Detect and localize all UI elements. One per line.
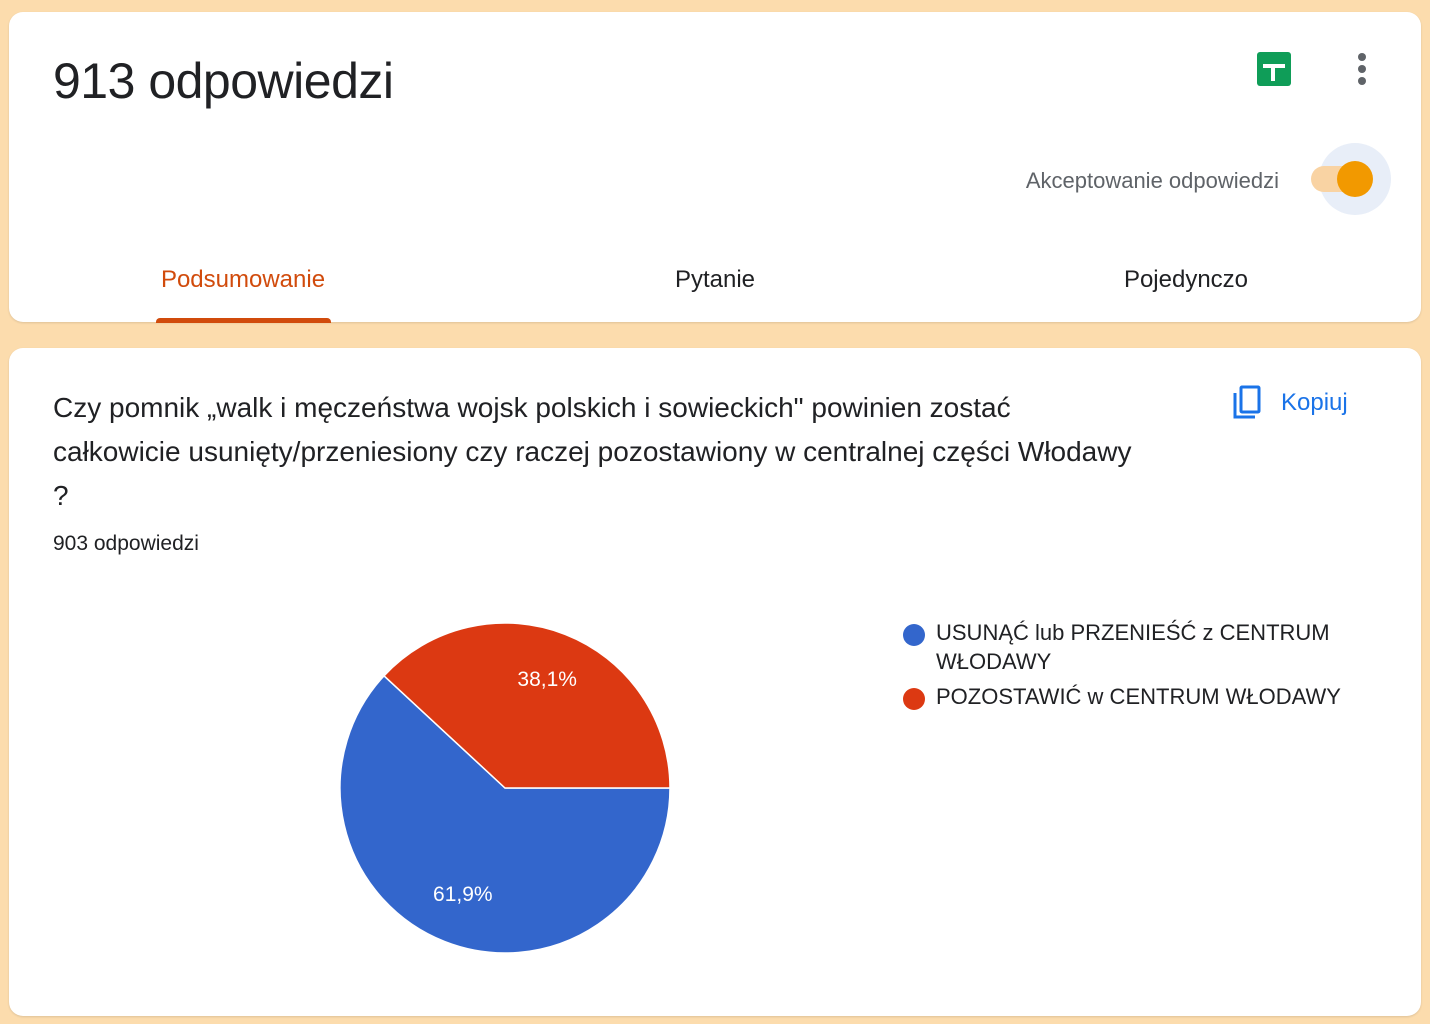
question-card (9, 348, 1421, 1016)
tab-question[interactable]: Pytanie (674, 266, 756, 293)
question-title: Czy pomnik „walk i męczeństwa wojsk polskich i sowieckich" powinien zostać całkowicie usunięty/przeniesiony czy raczej pozostawiony w centralnej części Włodawy ? (53, 392, 1132, 511)
header-card (9, 12, 1421, 322)
chart-legend (903, 618, 1363, 717)
pie-label-keep: 38,1% (517, 668, 577, 692)
legend-label-remove: USUNĄĆ lub PRZENIEŚĆ z CENTRUM WŁODAWY (936, 620, 1330, 674)
accept-responses-toggle[interactable] (1311, 143, 1393, 215)
legend-label-keep: POZOSTAWIĆ w CENTRUM WŁODAWY (936, 684, 1341, 709)
google-sheets-icon[interactable] (1257, 52, 1291, 86)
copy-chart-button[interactable] (1231, 380, 1348, 426)
pie-label-remove: 61,9% (433, 883, 493, 907)
legend-item-keep (903, 682, 1363, 711)
legend-swatch-remove (903, 624, 925, 646)
copy-label: Kopiuj (1281, 389, 1348, 416)
toggle-knob (1337, 161, 1373, 197)
tab-summary[interactable]: Podsumowanie (160, 266, 326, 293)
accept-responses-label: Akceptowanie odpowiedzi (1025, 168, 1279, 193)
more-vert-icon[interactable] (1345, 50, 1379, 90)
question-response-count: 903 odpowiedzi (53, 532, 199, 555)
active-tab-indicator (156, 318, 331, 323)
responses-title: 913 odpowiedzi (53, 53, 394, 109)
pie-chart (319, 616, 679, 976)
legend-swatch-keep (903, 688, 925, 710)
tab-individual[interactable]: Pojedynczo (1123, 266, 1249, 293)
copy-icon (1231, 385, 1263, 421)
legend-item-remove (903, 618, 1363, 676)
